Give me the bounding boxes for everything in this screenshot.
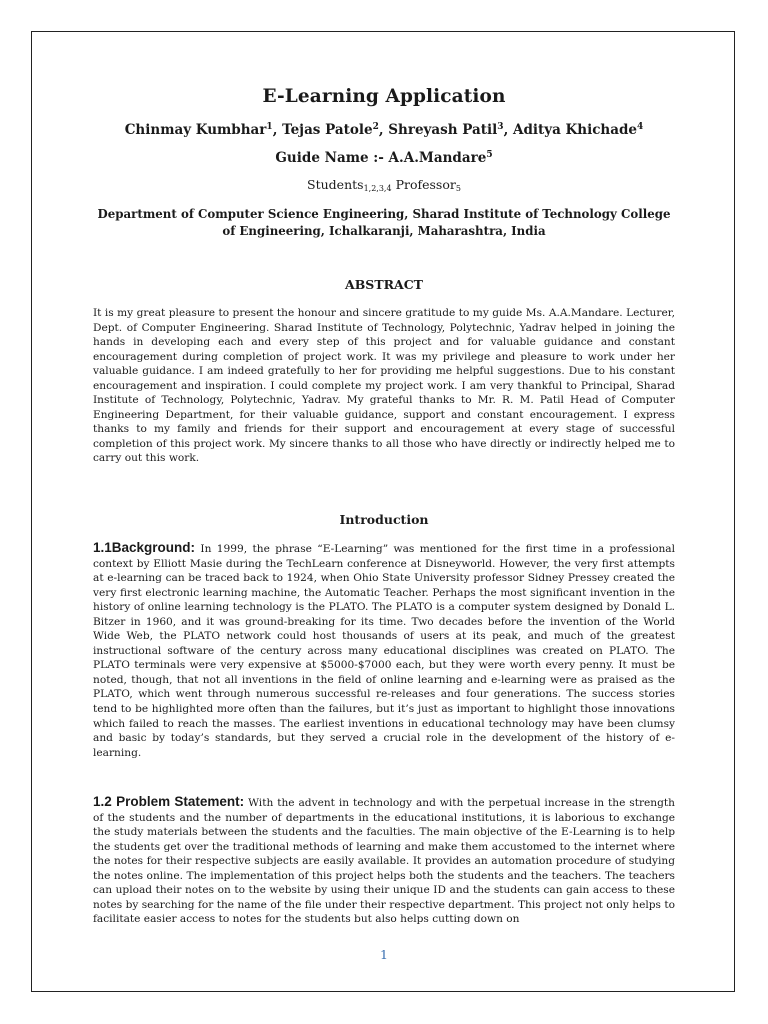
background-heading: 1.1Background: — [93, 540, 196, 555]
guide-line — [93, 150, 675, 166]
author-affiliation-mark: 2 — [372, 122, 379, 132]
author-affiliation-mark: 4 — [637, 122, 644, 132]
problem-statement-paragraph — [93, 795, 675, 927]
professors-label: Professor — [395, 177, 456, 192]
guide-affiliation-mark: 5 — [486, 150, 493, 160]
author-name: Aditya Khichade — [512, 122, 638, 138]
author-list: Chinmay Kumbhar$^1$, Tejas Patole$^2$, Shreyash Patil$^3$, Aditya Khichade$^4$ — [124, 122, 644, 138]
abstract-heading: ABSTRACT — [345, 277, 423, 292]
paper-title: E-Learning Application — [262, 86, 506, 107]
problem-statement-heading: 1.2 Problem Statement: — [93, 794, 245, 809]
author-affiliation-mark: 1 — [266, 122, 273, 132]
page-number: 1 — [380, 947, 388, 962]
author-name: Chinmay Kumbhar — [124, 122, 267, 138]
background-paragraph — [93, 541, 675, 760]
author-name: Tejas Patole — [282, 122, 373, 138]
introduction-heading: Introduction — [339, 512, 429, 527]
guide-name: Guide Name :- A.A.Mandare — [275, 150, 487, 166]
department-affiliation: Department of Computer Science Engineering, Sharad Institute of Technology College of Engineering, Ichalkaranji, Maharashtra, India — [97, 207, 671, 238]
students-label: Students — [307, 177, 364, 192]
author-affiliation-mark: 3 — [497, 122, 504, 132]
abstract-body: It is my great pleasure to present the honour and sincere gratitude to my guide Ms. A.A.Mandare. Lecturer, Dept. of Computer Engineering. Sharad Institute of Technology, Polytechnic, Yadrav helped in joining the hands in developing each and every step of this project and for valuable guidance and constant encouragement during completion of project work. It was my privilege and pleasure to work under her valuable guidance. I am indeed gratefully to her for providing me helpful suggestions. Due to his constant encouragement and inspiration. I could complete my project work. I am very thankful to Principal, Sharad Institute of Technology, Polytechnic, Yadrav. My grateful thanks to Mr. R. M. Patil Head of Computer Engineering Department, for their valuable guidance, support and constant encouragement. I express thanks to my family and friends for their support and encouragement at every stage of successful completion of this project work. My sincere thanks to all those who have directly or indirectly helped me to carry out this work. — [93, 307, 675, 465]
author-name: Shreyash Patil — [388, 122, 498, 138]
professors-affiliation: 5 — [455, 184, 461, 193]
students-affiliation: 1,2,3,4 — [363, 184, 392, 193]
problem-statement-text: With the advent in technology and with the perpetual increase in the strength of the students and the number of departments in the educational institutions, it is laborious to exchange the study materials between the students and the faculties. The main objective of the E-Learning is to help the students get over the traditional methods of learning and make them accustomed to the internet where the notes for their respective subjects are easily available. It provides an automation procedure of studying the notes online. The implementation of this project helps both the students and the teachers. The teachers can upload their notes on to the website by using their unique ID and the students can gain access to these notes by searching for the name of the file under their respective department. This project not only helps to facilitate easier access to notes for the students but also helps cutting down on — [93, 797, 675, 926]
roles-line — [93, 177, 675, 192]
background-text: In 1999, the phrase “E-Learning” was mentioned for the first time in a professional context by Elliott Masie during the TechLearn conference at Disneyworld. However, the very first attempts at e-learning can be traced back to 1924, when Ohio State University professor Sidney Pressey created the very first electronic learning machine, the Automatic Teacher. Perhaps the most significant invention in the history of online learning technology is the PLATO. The PLATO is a computer system designed by Donald L. Bitzer in 1960, and it was ground-breaking for its time. Two decades before the invention of the World Wide Web, the PLATO network could host thousands of users at its peak, and much of the greatest instructional software of the century across many educational disciplines was created on PLATO. The PLATO terminals were very expensive at $5000-$7000 each, but they were worth every penny. It must be noted, though, that not all inventions in the field of online learning and e-learning were as praised as the PLATO, which went through numerous successful re-releases and four generations. The success stories tend to be highlighted more often than the failures, but it’s just as important to highlight those innovations which failed to reach the masses. The earliest inventions in educational technology may have been clumsy and basic by today’s standards, but they served a crucial role in the development of the history of e-learning. — [93, 543, 675, 759]
